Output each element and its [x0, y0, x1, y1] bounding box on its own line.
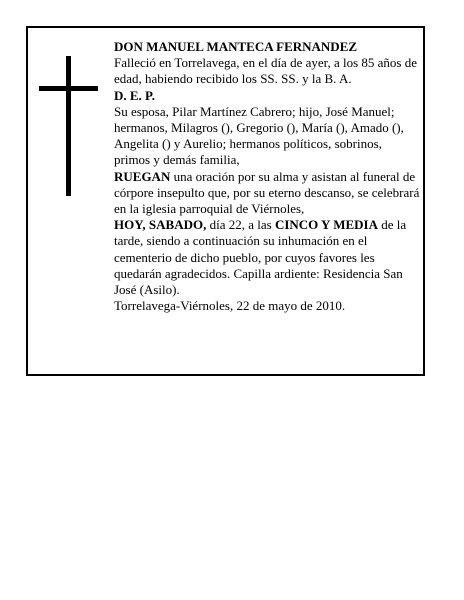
cross-icon-bar: [39, 86, 98, 91]
service-details: de la tarde, siendo a continuación su inhumación en el cementerio de dicho pueblo, por cuyos favores les quedarán agradecidos. Capilla ardiente: Residencia San José (Asilo).: [114, 217, 407, 298]
request-text: una oración por su alma y asistan al funeral de córpore insepulto que, por su eterno descanso, se celebrará en la iglesia parroquial de Viérnoles,: [114, 168, 420, 217]
deceased-name: DON MANUEL MANTECA FERNANDEZ: [114, 39, 358, 54]
obituary-notice: [26, 26, 425, 376]
rip-line: D. E. P.: [114, 87, 156, 103]
request-label: RUEGAN: [114, 168, 171, 184]
service-paragraph: [114, 217, 420, 298]
family-text: Su esposa, Pilar Martínez Cabrero; hijo, José Manuel; hermanos, Milagros (), Gregorio (), María (), Amado (), Angelita () y Aurelio; hermanos políticos, sobrinos, primos y demás familia,: [114, 103, 404, 168]
service-time: CINCO Y MEDIA: [274, 217, 378, 233]
cross-icon: [66, 56, 71, 196]
service-day-text: día 22, a las: [206, 217, 275, 233]
request-paragraph: [114, 169, 420, 218]
place-date: Torrelavega-Viérnoles, 22 de mayo de 2010.: [114, 298, 346, 314]
service-day: HOY, SABADO,: [114, 217, 207, 233]
passing-text: Falleció en Torrelavega, en el día de ayer, a los 85 años de edad, habiendo recibido los SS. SS. y la B. A.: [114, 55, 417, 87]
obituary-text: [114, 39, 420, 314]
